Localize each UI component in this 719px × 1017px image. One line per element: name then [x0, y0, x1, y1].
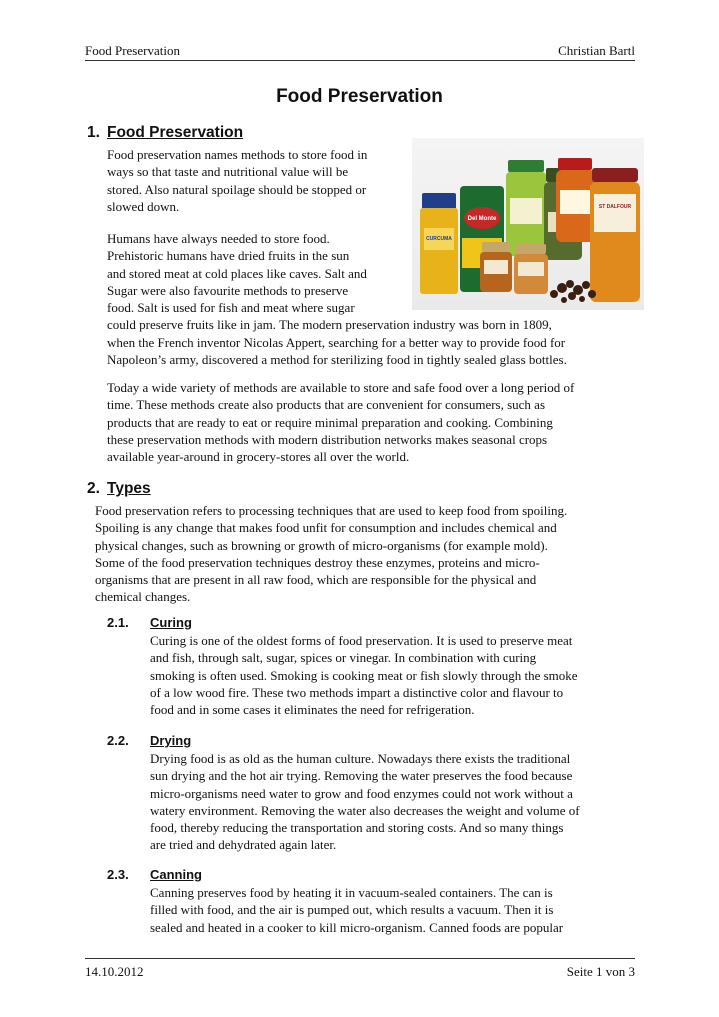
text-line: sealed and heated in a cooker to kill micro-organism. Canned foods are popular [150, 919, 564, 935]
jars-illustration [412, 138, 644, 310]
text-line: Sugar were also favourite methods to preserve [107, 282, 349, 298]
text-line: and fish, through salt, sugar, spices or vinegar. In combination with curing [150, 650, 537, 666]
subsection-title: Drying [150, 733, 192, 748]
section-2-title: Types [107, 480, 151, 497]
section-1-para-1 [107, 146, 367, 215]
subsection-number: 2.1. [107, 615, 129, 630]
subsection-number: 2.3. [107, 867, 129, 882]
text-line: Spoiling is any change that makes food unfit for consumption and includes chemical and [95, 520, 557, 536]
text-line: Napoleon’s army, discovered a method for sterilizing food in tightly sealed glass bottles. [107, 352, 567, 368]
page-header [85, 40, 635, 61]
text-line: Today a wide variety of methods are available to store and safe food over a long period of [107, 380, 575, 395]
text-line: Curing is one of the oldest forms of food preservation. It is used to preserve meat [150, 633, 573, 648]
text-line: chemical changes. [95, 589, 191, 605]
header-author: Christian Bartl [558, 43, 635, 58]
footer-page-number: Seite 1 von 3 [566, 964, 635, 979]
section-1-para-3 [107, 379, 574, 465]
text-line: ways so that taste and nutritional value will be [107, 164, 349, 180]
text-line: these preservation methods with modern distribution networks makes seasonal crops [107, 431, 548, 447]
page-title: Food Preservation [276, 86, 443, 107]
text-line: filled with food, and the air is pumped out, which results a vacuum. Then it is [150, 902, 554, 918]
text-line: could preserve fruits like in jam. The modern preservation industry was born in 1809, [107, 317, 552, 333]
section-1-number: 1. [87, 124, 100, 141]
text-line: Drying food is as old as the human culture. Nowadays there exists the traditional [150, 751, 571, 766]
page-footer [85, 958, 635, 981]
text-line: Prehistoric humans have dried fruits in the sun [107, 248, 350, 264]
text-line: Humans have always needed to store food. [107, 231, 330, 246]
text-line: food and in some cases it eliminates the need for refrigeration. [150, 702, 475, 718]
text-line: physical changes, such as browning or growth of micro-organisms (for example mold). [95, 537, 548, 553]
pack-label: CURCUMA [426, 236, 452, 242]
section-1-heading [87, 124, 243, 142]
subsection-2-3-body [150, 884, 563, 936]
text-line: food, thereby reducing the transportation and storing costs. And so many things [150, 820, 564, 836]
subsection-title: Canning [150, 867, 202, 882]
text-line: Some of the food preservation techniques destroy these enzymes, proteins and micro- [95, 554, 540, 570]
text-line: Food preservation refers to processing techniques that are used to keep food from spoiling. [95, 503, 568, 518]
text-line: Canning preserves food by heating it in vacuum-sealed containers. The can is [150, 885, 553, 900]
text-line: watery environment. Removing the water also decreases the weight and volume of [150, 802, 580, 818]
header-doc-title: Food Preservation [85, 43, 180, 58]
text-line: slowed down. [107, 198, 180, 214]
text-line: sun drying and the hot air trying. Removing the water preserves the food because [150, 768, 573, 784]
subsection-2-1-body [150, 632, 578, 718]
text-line: micro-organisms need water to grow and food enzymes could not work without a [150, 785, 573, 801]
text-line: stored. Also natural spoilage should be stopped or [107, 181, 367, 197]
section-2-number: 2. [87, 480, 100, 497]
text-line: when the French inventor Nicolas Appert, searching for a better way to provide food for [107, 334, 566, 350]
footer-date: 14.10.2012 [85, 964, 144, 979]
text-line: time. These methods create also products that are convenient for consumers, such as [107, 397, 546, 413]
preserved-food-photo [412, 138, 644, 310]
subsection-2-2-body [150, 750, 580, 854]
subsection-title: Curing [150, 615, 192, 630]
jar-label: ST DALFOUR [598, 204, 632, 210]
subsection-number: 2.2. [107, 733, 129, 748]
section-2-heading [87, 480, 151, 498]
section-2-para [95, 502, 567, 606]
text-line: Food preservation names methods to store food in [107, 147, 368, 162]
text-line: smoking is often used. Smoking is cooking meat or fish slowly through the smoke [150, 667, 578, 683]
text-line: products that are ready to eat or require minimal preparation and cooking. Combining [107, 414, 553, 430]
text-line: and stored meat at cold places like caves. Salt and [107, 265, 367, 281]
text-line: organisms that are present in all raw food, which are responsible for the physical and [95, 572, 537, 588]
text-line: are tried and dehydrated again later. [150, 837, 337, 853]
text-line: of a low wood fire. These two methods impart a distinctive color and flavour to [150, 684, 564, 700]
section-1-title: Food Preservation [107, 124, 244, 141]
text-line: food. Salt is used for fish and meat where sugar [107, 300, 355, 316]
can-label: Del Monte [467, 216, 497, 222]
text-line: available year-around in grocery-stores all over the world. [107, 449, 410, 465]
